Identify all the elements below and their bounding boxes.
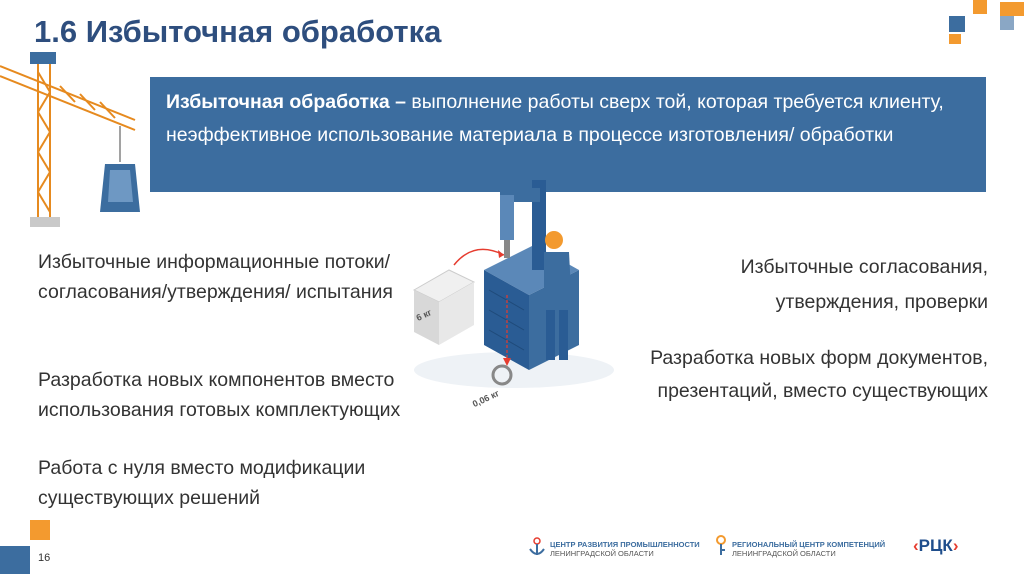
key-logo-icon [713,535,729,557]
decor-square [30,520,50,540]
logo1-line2: ЛЕНИНГРАДСКОЙ ОБЛАСТИ [550,549,654,558]
decor-square [1000,2,1024,16]
right-item-1: Избыточные согласования, утверждения, проверки [740,256,988,313]
logo-competence-center [732,540,885,558]
decor-square [973,0,987,14]
anchor-logo-icon [528,537,546,557]
logo1-line1: ЦЕНТР РАЗВИТИЯ ПРОМЫШЛЕННОСТИ [550,540,700,549]
decor-square [949,34,961,44]
left-item-3: Работа с нуля вместо модификации существующих решений [38,457,366,509]
left-item-1: Избыточные информационные потоки/согласования/утверждения/ испытания [38,251,393,303]
crane-illustration [0,52,150,227]
decor-square [949,16,965,32]
page-title: 1.6 Избыточная обработка [34,14,442,49]
definition-term: Избыточная обработка – [166,91,406,113]
gear-weight-label: 0,06 кг [470,388,501,410]
rck-text: РЦК [918,536,953,555]
rck-bracket-left-icon: ‹ [913,536,919,555]
definition-text [166,86,966,152]
right-item-2: Разработка новых форм документов, презентаций, вместо существующих [650,347,988,402]
box-weight-label: 6 кг [414,307,434,323]
machine-illustration [404,170,620,410]
decor-bar [0,546,30,574]
page-number: 16 [38,552,51,564]
rck-bracket-right-icon: › [952,536,959,555]
left-item-2: Разработка новых компонентов вместо использования готовых комплектующих [38,369,401,421]
logo-industry-center [550,540,700,558]
logo-rck [913,536,958,556]
decor-square [1000,16,1014,30]
definition-body: выполнение работы сверх той, которая требуется клиенту, неэффективное использование материала в процессе изготовления/ обработки [166,91,944,146]
logo2-line2: ЛЕНИНГРАДСКОЙ ОБЛАСТИ [732,549,836,558]
logo2-line1: РЕГИОНАЛЬНЫЙ ЦЕНТР КОМПЕТЕНЦИЙ [732,540,886,549]
